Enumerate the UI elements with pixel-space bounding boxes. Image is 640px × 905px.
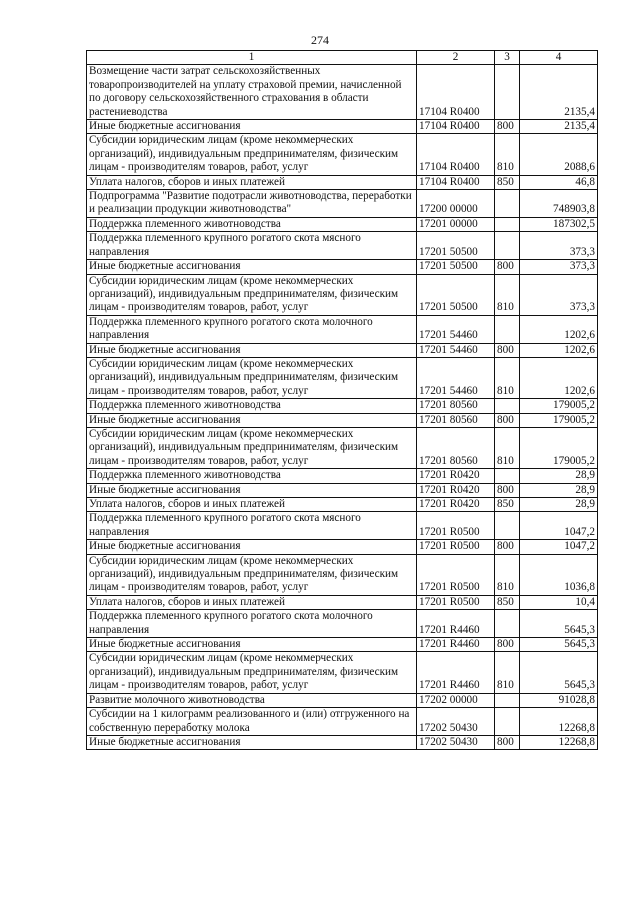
table-row [87, 175, 598, 189]
row-name: Иные бюджетные ассигнования [87, 343, 417, 357]
row-amount: 187302,5 [520, 217, 598, 231]
row-code: 17201 R4460 [417, 638, 495, 652]
table-row [87, 540, 598, 554]
row-code: 17201 50500 [417, 232, 495, 260]
row-amount: 28,9 [520, 498, 598, 512]
row-amount: 46,8 [520, 175, 598, 189]
row-amount: 12268,8 [520, 735, 598, 749]
budget-table [86, 50, 598, 750]
row-name: Субсидии юридическим лицам (кроме некоммерческих организаций), индивидуальным предпринимателям, физическим лицам - производителям товаров, работ, услуг [87, 427, 417, 468]
row-expense-type: 800 [495, 413, 520, 427]
row-name: Субсидии юридическим лицам (кроме некоммерческих организаций), индивидуальным предпринимателям, физическим лицам - производителям товаров, работ, услуг [87, 134, 417, 175]
row-expense-type [495, 65, 520, 120]
row-amount: 5645,3 [520, 652, 598, 693]
row-amount: 10,4 [520, 595, 598, 609]
row-expense-type [495, 512, 520, 540]
row-amount: 1047,2 [520, 512, 598, 540]
row-code: 17104 R0400 [417, 120, 495, 134]
row-code: 17201 R0500 [417, 595, 495, 609]
row-code: 17200 00000 [417, 190, 495, 218]
row-amount: 91028,8 [520, 693, 598, 707]
row-code: 17201 00000 [417, 217, 495, 231]
row-amount: 2135,4 [520, 120, 598, 134]
row-expense-type: 800 [495, 638, 520, 652]
row-expense-type [495, 315, 520, 343]
row-code: 17202 50430 [417, 708, 495, 736]
table-row [87, 65, 598, 120]
table-row [87, 735, 598, 749]
row-expense-type: 850 [495, 595, 520, 609]
row-expense-type: 810 [495, 554, 520, 595]
row-code: 17201 50500 [417, 274, 495, 315]
table-row [87, 217, 598, 231]
row-code: 17201 54460 [417, 315, 495, 343]
row-amount: 748903,8 [520, 190, 598, 218]
row-code: 17201 R0420 [417, 498, 495, 512]
table-row [87, 413, 598, 427]
row-amount: 179005,2 [520, 413, 598, 427]
row-expense-type [495, 708, 520, 736]
table-row [87, 638, 598, 652]
row-name: Поддержка племенного животноводства [87, 399, 417, 413]
row-code: 17104 R0400 [417, 65, 495, 120]
table-row [87, 120, 598, 134]
row-name: Уплата налогов, сборов и иных платежей [87, 498, 417, 512]
row-name: Поддержка племенного крупного рогатого скота молочного направления [87, 315, 417, 343]
table-row [87, 512, 598, 540]
row-amount: 28,9 [520, 469, 598, 483]
row-amount: 373,3 [520, 260, 598, 274]
header-col-4: 4 [520, 51, 598, 65]
row-code: 17201 R0420 [417, 469, 495, 483]
row-name: Субсидии юридическим лицам (кроме некоммерческих организаций), индивидуальным предпринимателям, физическим лицам - производителям товаров, работ, услуг [87, 652, 417, 693]
row-code: 17201 50500 [417, 260, 495, 274]
row-expense-type: 810 [495, 652, 520, 693]
row-name: Поддержка племенного крупного рогатого скота молочного направления [87, 610, 417, 638]
table-row [87, 469, 598, 483]
row-code: 17202 50430 [417, 735, 495, 749]
row-amount: 5645,3 [520, 610, 598, 638]
row-expense-type: 800 [495, 260, 520, 274]
row-name: Иные бюджетные ассигнования [87, 413, 417, 427]
page-number: 274 [311, 33, 329, 47]
header-col-2: 2 [417, 51, 495, 65]
row-name: Поддержка племенного животноводства [87, 217, 417, 231]
row-expense-type: 810 [495, 427, 520, 468]
row-code: 17202 00000 [417, 693, 495, 707]
row-amount: 373,3 [520, 274, 598, 315]
row-code: 17201 R0500 [417, 512, 495, 540]
row-expense-type [495, 232, 520, 260]
table-row [87, 693, 598, 707]
row-amount: 179005,2 [520, 427, 598, 468]
row-code: 17201 80560 [417, 427, 495, 468]
table-row [87, 610, 598, 638]
row-name: Субсидии юридическим лицам (кроме некоммерческих организаций), индивидуальным предпринимателям, физическим лицам - производителям товаров, работ, услуг [87, 274, 417, 315]
table-row [87, 427, 598, 468]
row-name: Поддержка племенного животноводства [87, 469, 417, 483]
row-name: Иные бюджетные ассигнования [87, 735, 417, 749]
table-row [87, 190, 598, 218]
row-name: Иные бюджетные ассигнования [87, 260, 417, 274]
header-row [87, 51, 598, 65]
row-amount: 2135,4 [520, 65, 598, 120]
table-row [87, 134, 598, 175]
row-name: Возмещение части затрат сельскохозяйственных товаропроизводителей на уплату страховой премии, начисленной по договору сельскохозяйственного страхования в области растениеводства [87, 65, 417, 120]
row-code: 17201 80560 [417, 413, 495, 427]
row-expense-type [495, 693, 520, 707]
row-amount: 1202,6 [520, 357, 598, 398]
table-row [87, 595, 598, 609]
row-expense-type: 810 [495, 274, 520, 315]
row-expense-type [495, 399, 520, 413]
table-row [87, 357, 598, 398]
row-code: 17201 R4460 [417, 610, 495, 638]
row-name: Уплата налогов, сборов и иных платежей [87, 175, 417, 189]
table-row [87, 708, 598, 736]
row-amount: 5645,3 [520, 638, 598, 652]
row-code: 17201 54460 [417, 343, 495, 357]
row-code: 17104 R0400 [417, 134, 495, 175]
row-name: Субсидии на 1 килограмм реализованного и (или) отгруженного на собственную переработку молока [87, 708, 417, 736]
table-row [87, 399, 598, 413]
row-expense-type: 800 [495, 540, 520, 554]
table-row [87, 343, 598, 357]
row-code: 17201 R0420 [417, 483, 495, 497]
row-name: Уплата налогов, сборов и иных платежей [87, 595, 417, 609]
table-row [87, 315, 598, 343]
row-name: Поддержка племенного крупного рогатого скота мясного направления [87, 512, 417, 540]
table-row [87, 498, 598, 512]
row-amount: 12268,8 [520, 708, 598, 736]
table-row [87, 554, 598, 595]
table-row [87, 260, 598, 274]
row-code: 17201 R0500 [417, 540, 495, 554]
table-row [87, 652, 598, 693]
row-name: Подпрограмма "Развитие подотрасли животноводства, переработки и реализации продукции животноводства" [87, 190, 417, 218]
row-expense-type [495, 610, 520, 638]
row-expense-type: 850 [495, 498, 520, 512]
row-amount: 373,3 [520, 232, 598, 260]
row-code: 17201 54460 [417, 357, 495, 398]
row-code: 17201 R0500 [417, 554, 495, 595]
row-amount: 1202,6 [520, 343, 598, 357]
table-row [87, 232, 598, 260]
row-expense-type: 810 [495, 357, 520, 398]
row-name: Иные бюджетные ассигнования [87, 120, 417, 134]
row-code: 17104 R0400 [417, 175, 495, 189]
row-name: Иные бюджетные ассигнования [87, 483, 417, 497]
row-name: Иные бюджетные ассигнования [87, 638, 417, 652]
row-expense-type [495, 190, 520, 218]
row-amount: 1202,6 [520, 315, 598, 343]
row-amount: 1047,2 [520, 540, 598, 554]
row-expense-type [495, 217, 520, 231]
row-expense-type: 800 [495, 343, 520, 357]
header-col-1: 1 [87, 51, 417, 65]
row-amount: 28,9 [520, 483, 598, 497]
row-amount: 1036,8 [520, 554, 598, 595]
row-code: 17201 80560 [417, 399, 495, 413]
row-amount: 179005,2 [520, 399, 598, 413]
header-col-3: 3 [495, 51, 520, 65]
row-code: 17201 R4460 [417, 652, 495, 693]
row-name: Субсидии юридическим лицам (кроме некоммерческих организаций), индивидуальным предпринимателям, физическим лицам - производителям товаров, работ, услуг [87, 357, 417, 398]
row-expense-type: 800 [495, 120, 520, 134]
row-name: Иные бюджетные ассигнования [87, 540, 417, 554]
row-name: Субсидии юридическим лицам (кроме некоммерческих организаций), индивидуальным предпринимателям, физическим лицам - производителям товаров, работ, услуг [87, 554, 417, 595]
budget-table-body [87, 51, 598, 750]
table-row [87, 483, 598, 497]
table-row [87, 274, 598, 315]
row-amount: 2088,6 [520, 134, 598, 175]
row-expense-type [495, 469, 520, 483]
row-expense-type: 850 [495, 175, 520, 189]
row-name: Поддержка племенного крупного рогатого скота мясного направления [87, 232, 417, 260]
row-name: Развитие молочного животноводства [87, 693, 417, 707]
row-expense-type: 800 [495, 735, 520, 749]
row-expense-type: 810 [495, 134, 520, 175]
row-expense-type: 800 [495, 483, 520, 497]
